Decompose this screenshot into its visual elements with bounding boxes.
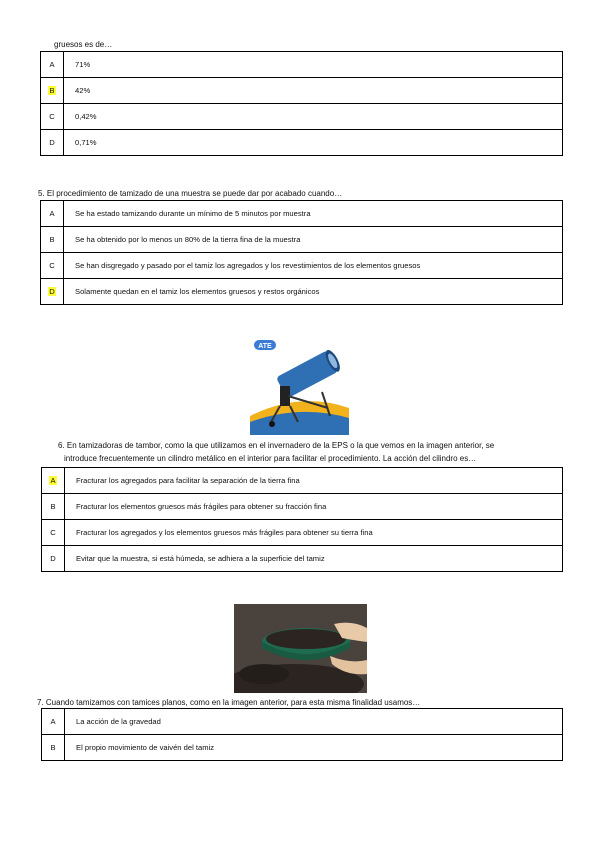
option-letter (42, 494, 65, 520)
option-text: Se ha estado tamizando durante un mínimo de 5 minutos por muestra (64, 201, 563, 227)
option-text: Se ha obtenido por lo menos un 80% de la tierra fina de la muestra (64, 227, 563, 253)
option-text: 0,71% (64, 130, 563, 156)
question-6-options (41, 467, 563, 572)
letter-label: B (49, 235, 55, 244)
option-row-c (42, 520, 563, 546)
question-4-options (40, 51, 563, 156)
option-text: Se han disgregado y pasado por el tamiz los agregados y los revestimientos de los elementos gruesos (64, 253, 563, 279)
option-row-a (41, 52, 563, 78)
highlighted-letter: B (49, 86, 55, 95)
option-letter (41, 253, 64, 279)
letter-label: A (50, 717, 56, 726)
option-letter (42, 468, 65, 494)
option-row-a (41, 201, 563, 227)
option-text: 0,42% (64, 104, 563, 130)
highlighted-letter: A (50, 476, 56, 485)
question-7-text: 7. Cuando tamizamos con tamices planos, como en la imagen anterior, para esta misma finalidad usamos… (37, 698, 421, 707)
option-letter (41, 104, 64, 130)
option-row-d (41, 130, 563, 156)
letter-label: A (49, 209, 55, 218)
highlighted-letter: D (49, 287, 55, 296)
option-text: Evitar que la muestra, si está húmeda, se adhiera a la superficie del tamiz (65, 546, 563, 572)
option-text: Fracturar los elementos gruesos más frágiles para obtener su fracción fina (65, 494, 563, 520)
option-letter (41, 279, 64, 305)
question-4-tail: gruesos es de… (54, 40, 113, 49)
option-text: El propio movimiento de vaivén del tamiz (65, 735, 563, 761)
option-letter (42, 735, 65, 761)
letter-label: B (50, 502, 56, 511)
option-letter (41, 227, 64, 253)
flat-sieve-illustration (234, 604, 367, 693)
option-letter (41, 201, 64, 227)
option-row-b (41, 227, 563, 253)
option-letter (41, 130, 64, 156)
brand-logo-text: ATE (258, 343, 272, 350)
option-text: 42% (64, 78, 563, 104)
letter-label: C (49, 112, 55, 121)
option-letter (41, 78, 64, 104)
question-6-line-2: introduce frecuentemente un cilindro metálico en el interior para facilitar el procedimiento. La acción del cilindro es… (64, 454, 477, 463)
option-text: Solamente quedan en el tamiz los elementos gruesos y restos orgánicos (64, 279, 563, 305)
question-7-options (41, 708, 563, 761)
question-5-text: 5. El procedimiento de tamizado de una muestra se puede dar por acabado cuando… (38, 189, 343, 198)
option-text: Fracturar los agregados para facilitar la separación de la tierra fina (65, 468, 563, 494)
option-row-b (42, 494, 563, 520)
letter-label: B (50, 743, 56, 752)
option-row-b (42, 735, 563, 761)
letter-label: D (49, 138, 55, 147)
option-letter (42, 546, 65, 572)
drum-sifter-illustration (250, 336, 349, 435)
letter-label: C (50, 528, 56, 537)
option-row-d (41, 279, 563, 305)
option-text: La acción de la gravedad (65, 709, 563, 735)
option-row-b (41, 78, 563, 104)
option-row-a (42, 709, 563, 735)
option-row-a (42, 468, 563, 494)
flat-sieve-photo (234, 604, 367, 693)
option-text: 71% (64, 52, 563, 78)
letter-label: C (49, 261, 55, 270)
option-row-d (42, 546, 563, 572)
option-row-c (41, 104, 563, 130)
option-letter (42, 520, 65, 546)
drum-sifter-image (250, 336, 349, 435)
question-6-line-1: 6. En tamizadoras de tambor, como la que utilizamos en el invernadero de la EPS o la que vemos en la imagen anterior, se (58, 441, 495, 450)
question-5-options (40, 200, 563, 305)
letter-label: A (49, 60, 55, 69)
option-row-c (41, 253, 563, 279)
option-letter (41, 52, 64, 78)
option-letter (42, 709, 65, 735)
letter-label: D (50, 554, 56, 563)
option-text: Fracturar los agregados y los elementos gruesos más frágiles para obtener su tierra fina (65, 520, 563, 546)
